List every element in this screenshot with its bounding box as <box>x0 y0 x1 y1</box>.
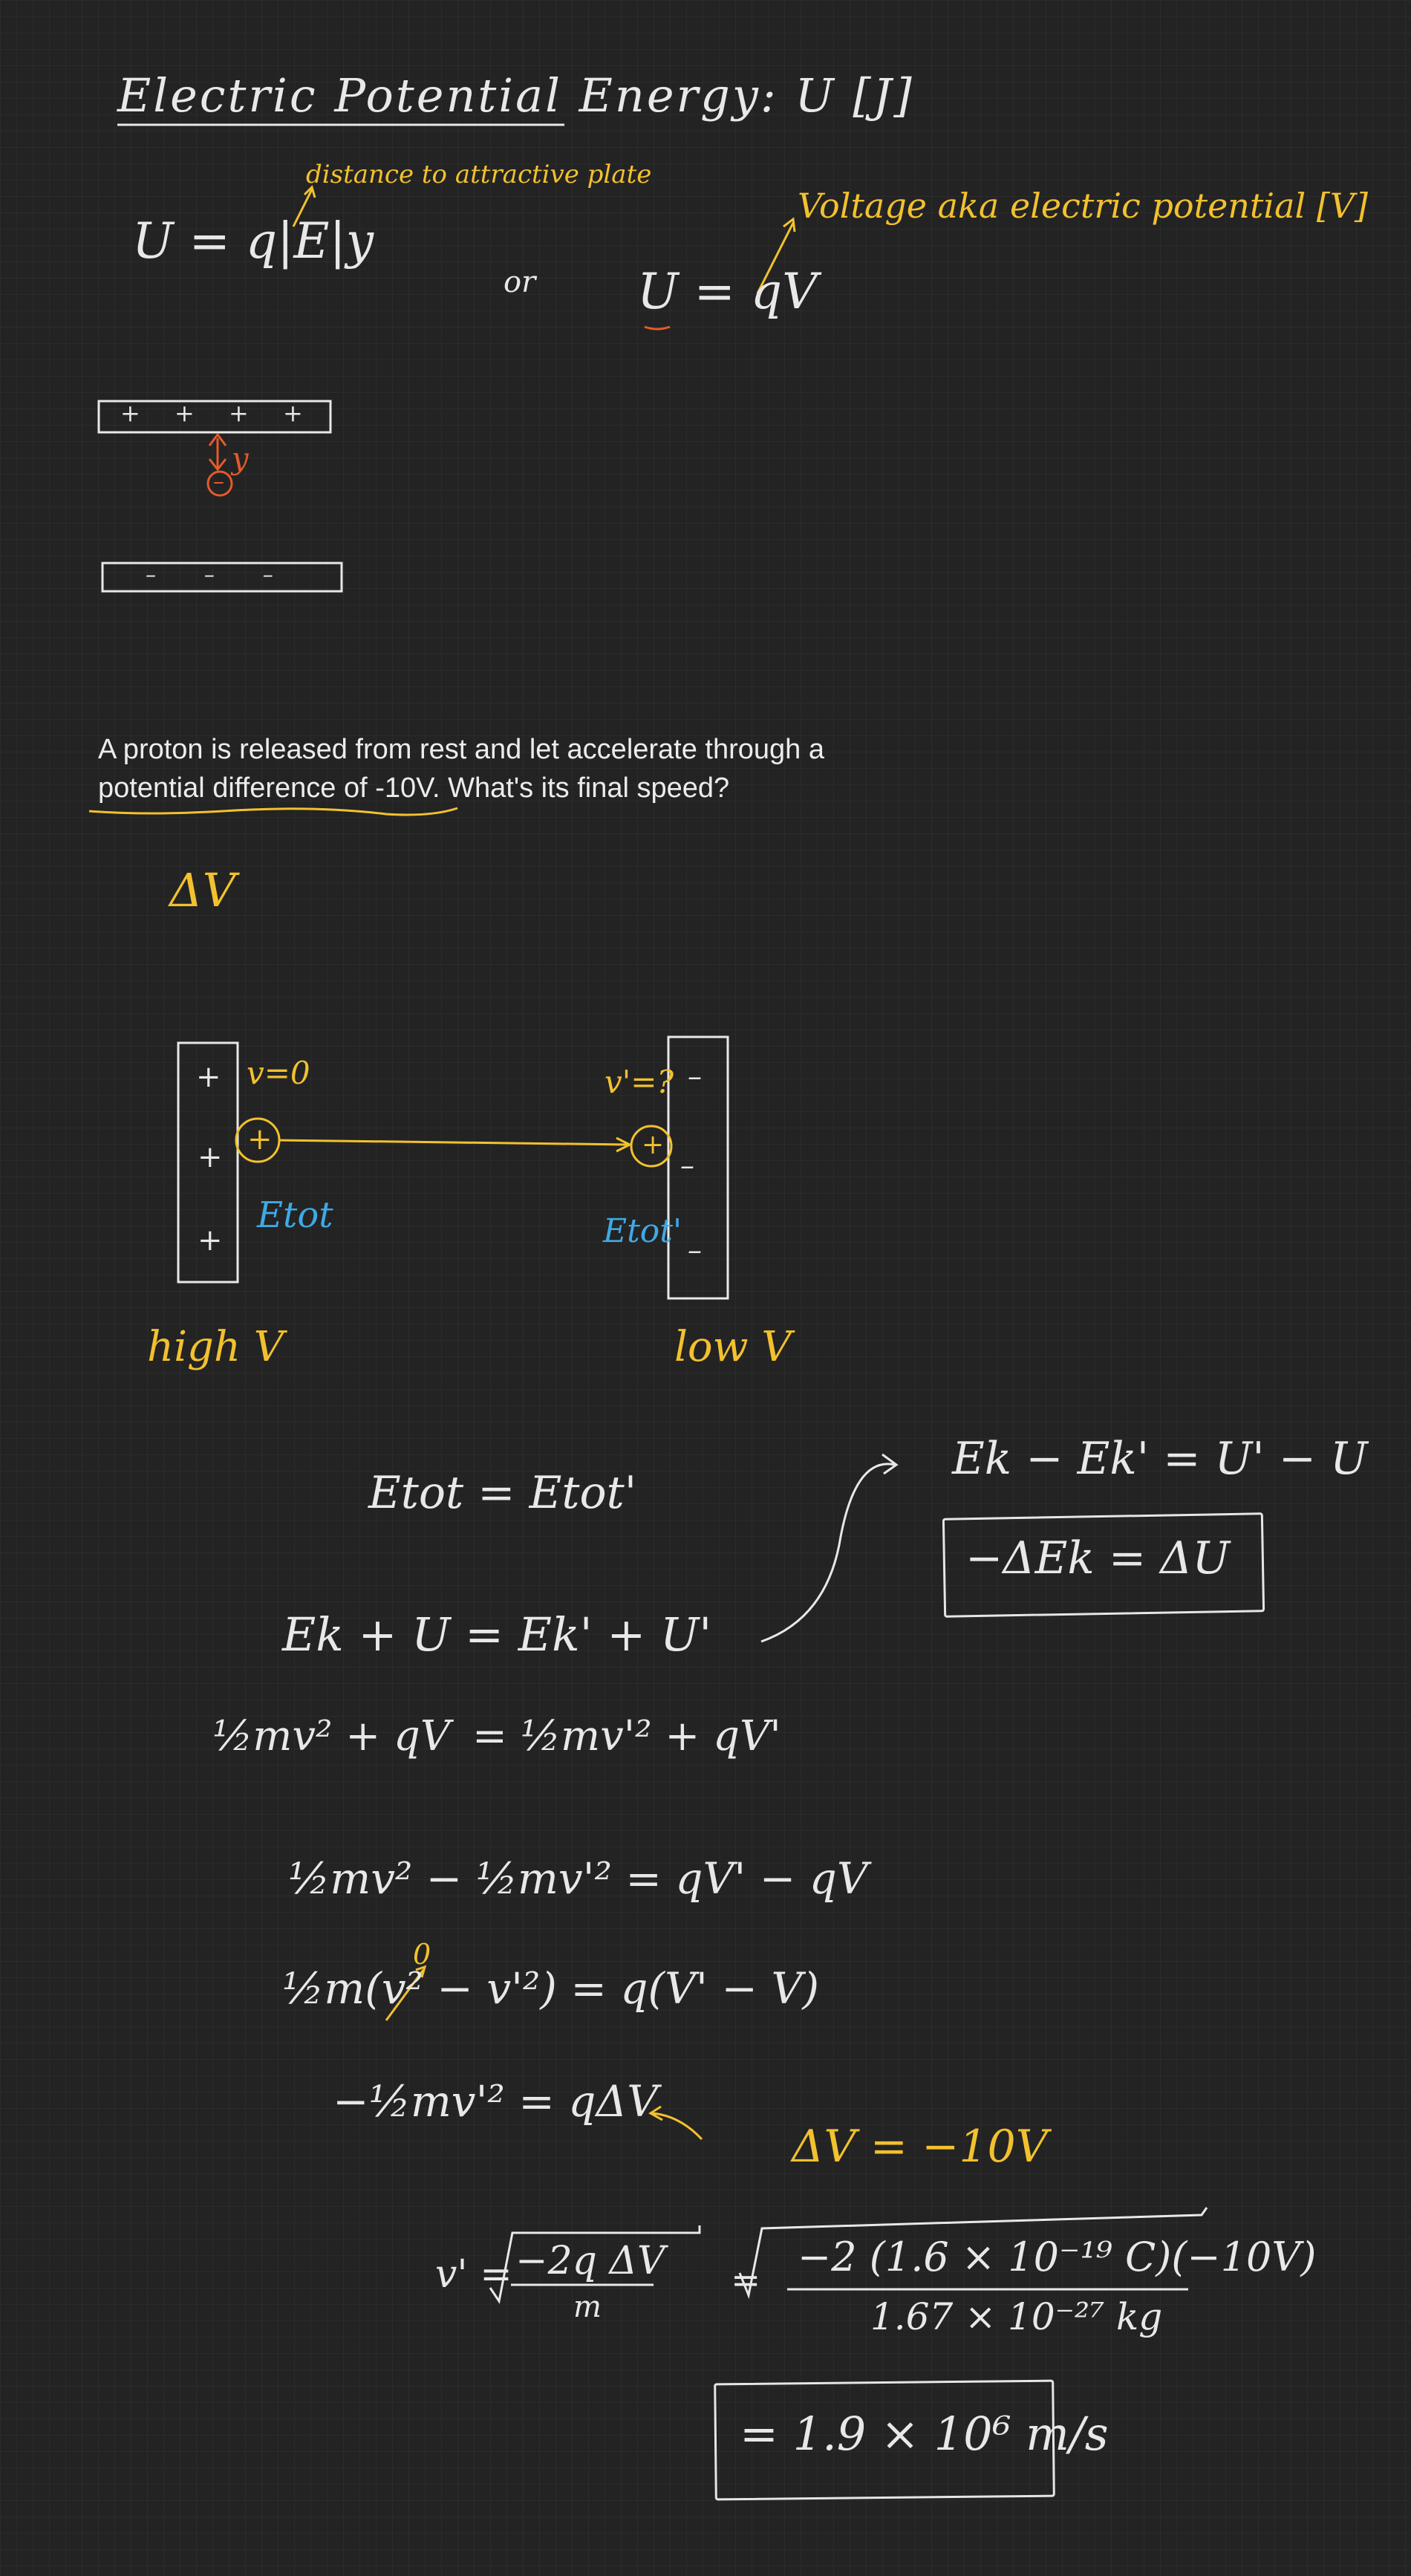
proton-left: + <box>247 1122 273 1157</box>
formula-u-qv: U = qV <box>637 263 818 320</box>
problem-question: What's its final speed? <box>440 773 730 804</box>
etot-left: Etot <box>257 1194 333 1236</box>
delta-v-label: ΔV <box>169 863 236 917</box>
side-equation-2: −ΔEk = ΔU <box>965 1532 1231 1584</box>
etot-right: Etot' <box>603 1212 682 1250</box>
equation-factored: ½m(v² − v'²) = q(V' − V) <box>282 1963 819 2014</box>
solve-lhs: v' = <box>435 2252 512 2297</box>
substitution-denominator: 1.67 × 10⁻²⁷ kg <box>870 2295 1163 2338</box>
negative-charge: – <box>213 469 224 495</box>
right-plate-sign-1: – <box>688 1060 702 1093</box>
equation-ek-plus-u: Ek + U = Ek' + U' <box>282 1607 712 1662</box>
initial-velocity: v=0 <box>247 1055 310 1091</box>
formula-2-note: Voltage aka electric potential [V] <box>798 186 1368 226</box>
low-v-label: low V <box>674 1323 792 1371</box>
substitution-numerator: −2 (1.6 × 10⁻¹⁹ C)(−10V) <box>798 2234 1317 2280</box>
solve-denominator: m <box>573 2290 602 2324</box>
left-plate-sign-3: + <box>198 1223 223 1258</box>
problem-line-1: A proton is released from rest and let accelerate through a <box>98 734 824 765</box>
equation-rearranged: ½mv² − ½mv'² = qV' − qV <box>288 1853 868 1904</box>
equation-energy-conservation: Etot = Etot' <box>368 1467 637 1519</box>
bottom-plate-signs: – – – <box>146 562 294 587</box>
or-label: or <box>504 265 536 299</box>
equals-sign: = <box>731 2260 761 2301</box>
equation-kinetic-delta-v: −½mv'² = qΔV <box>333 2076 659 2127</box>
side-equation-1: Ek − Ek' = U' − U <box>952 1433 1368 1485</box>
top-plate-signs: + + + + <box>120 399 316 427</box>
formula-u-qey: U = q|E|y <box>132 212 374 270</box>
right-plate-sign-3: – <box>688 1234 702 1266</box>
page-title: Electric Potential Energy: U [J] <box>117 68 914 123</box>
final-answer: = 1.9 × 10⁶ m/s <box>740 2407 1109 2461</box>
right-plate-sign-2: – <box>680 1149 694 1182</box>
left-plate-sign-1: + <box>196 1060 221 1094</box>
delta-v-value: ΔV = −10V <box>792 2121 1049 2173</box>
distance-y-label: y <box>232 442 249 476</box>
high-v-label: high V <box>147 1323 284 1371</box>
solve-numerator: −2q ΔV <box>515 2239 665 2283</box>
formula-1-note: distance to attractive plate <box>306 160 652 189</box>
problem-line-2 <box>98 774 729 802</box>
proton-right: + <box>642 1130 665 1160</box>
left-plate-sign-2: + <box>198 1140 223 1174</box>
final-velocity: v'=? <box>605 1064 674 1100</box>
equation-kinetic-potential-rhs: = ½mv'² + qV' <box>472 1712 781 1760</box>
zero-annotation: 0 <box>413 1938 431 1971</box>
equation-kinetic-potential-lhs: ½mv² + qV <box>212 1712 451 1760</box>
problem-highlight: potential difference of -10V. <box>98 773 440 804</box>
